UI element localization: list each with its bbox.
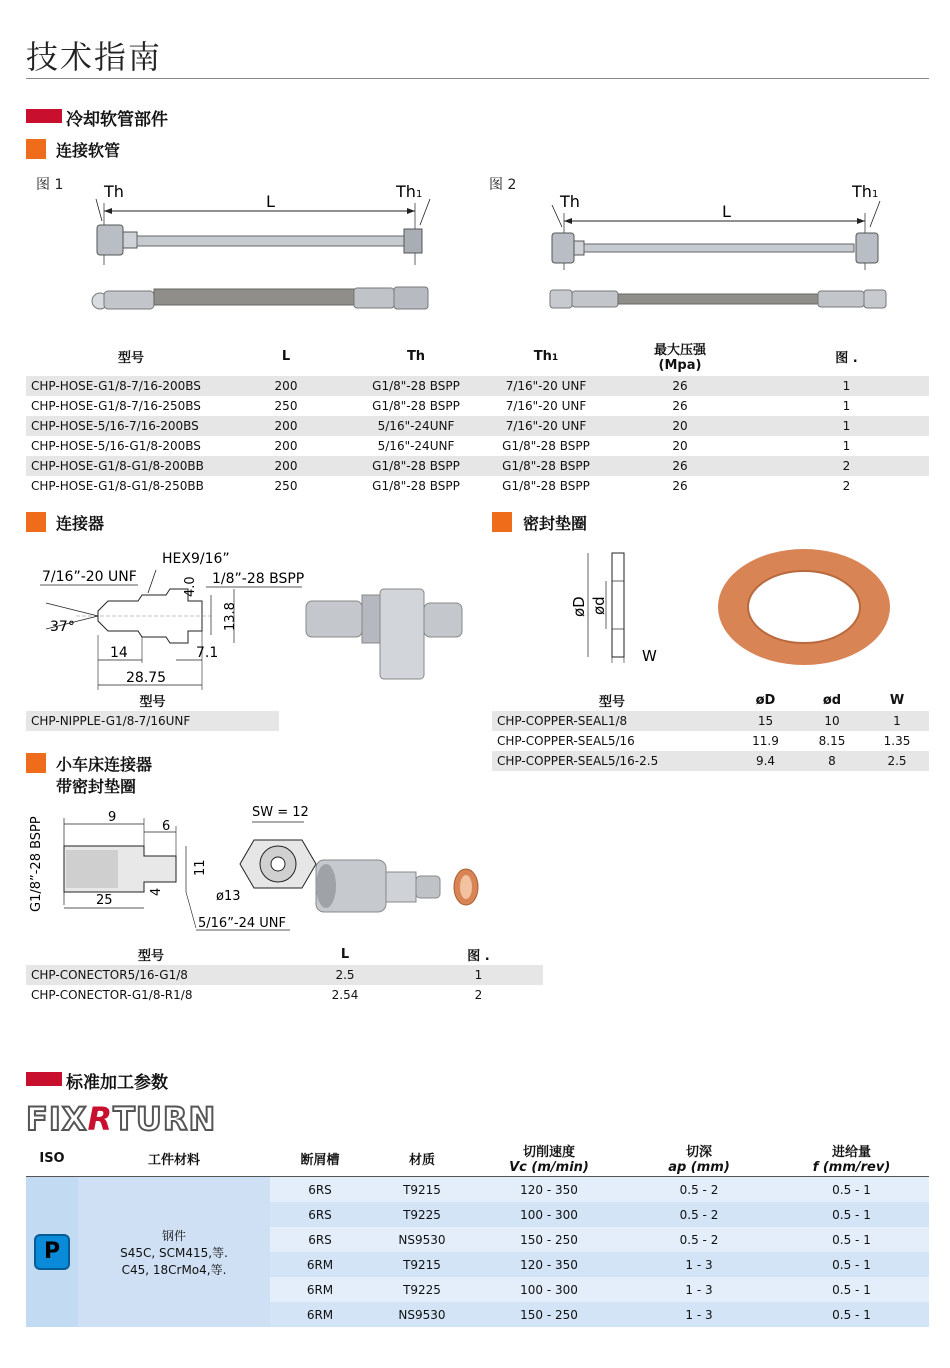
hose-cell: G1/8"-28 BSPP xyxy=(336,376,496,396)
params-cell: 150 - 250 xyxy=(474,1302,624,1327)
dim-25: 25 xyxy=(96,893,113,908)
params-cell: 0.5 - 2 xyxy=(624,1202,774,1227)
hose-cell: 7/16"-20 UNF xyxy=(496,416,596,436)
dim-l: L xyxy=(722,202,731,221)
hose-cell: G1/8"-28 BSPP xyxy=(336,456,496,476)
hose-cell: G1/8"-28 BSPP xyxy=(502,479,590,493)
params-header-vc-l1: 切削速度 xyxy=(522,1145,575,1160)
dim-13: ø13 xyxy=(216,889,241,904)
params-cell: 6RS xyxy=(270,1227,370,1252)
params-cell: 120 - 350 xyxy=(474,1252,624,1277)
lathe-cell: CHP-CONECTOR-G1/8-R1/8 xyxy=(31,988,193,1002)
hose-cell: G1/8"-28 BSPP xyxy=(502,439,590,453)
params-cell: T9225 xyxy=(370,1277,474,1302)
hose-cell: CHP-HOSE-5/16-7/16-200BS xyxy=(26,416,236,436)
hose-header-model: 型号 xyxy=(117,350,144,366)
hose-cell: G1/8"-28 BSPP xyxy=(372,479,460,493)
params-cell: T9215 xyxy=(370,1252,474,1277)
hose-cell: 1 xyxy=(842,439,851,453)
seal-header-w: W xyxy=(889,693,905,708)
hose-cell: 26 xyxy=(596,456,764,476)
dim-6: 6 xyxy=(162,819,171,834)
params-cell: 0.5 - 1 xyxy=(774,1302,929,1327)
dim-th1: Th xyxy=(852,182,872,201)
params-cell: 6RM xyxy=(270,1302,370,1327)
seal-header-od: øD xyxy=(755,693,776,708)
params-cell: 0.5 - 1 xyxy=(774,1202,929,1227)
hose-header-pressure-l1: 最大压强 xyxy=(653,343,706,358)
hose-cell: CHP-HOSE-G1/8-G1/8-250BB xyxy=(31,479,204,493)
table-row xyxy=(26,456,929,476)
table-row xyxy=(26,476,929,496)
params-cell: 100 - 300 xyxy=(474,1202,624,1227)
table-row xyxy=(26,985,543,1005)
brand-post: TURN xyxy=(113,1100,217,1138)
brand-mid: R xyxy=(87,1100,114,1138)
connector-header-model: 型号 xyxy=(139,695,166,710)
lathe-header-l: L xyxy=(340,947,350,962)
hose-cell: 5/16"-24UNF xyxy=(377,439,455,453)
seal-table xyxy=(492,690,929,771)
hose-cell: 200 xyxy=(236,376,336,396)
hose-cell: 1 xyxy=(842,399,851,413)
dim-id: ød xyxy=(590,596,608,615)
dim-11: 11 xyxy=(193,859,208,876)
section-title-params: 标准加工参数 xyxy=(66,1073,168,1093)
title-divider xyxy=(26,78,929,79)
table-row xyxy=(26,396,929,416)
dim-4-0: 4.0 xyxy=(183,576,198,597)
hose-cell: 200 xyxy=(274,439,298,453)
dim-bspp: 1/8”-28 BSPP xyxy=(212,571,305,587)
table-row xyxy=(26,436,929,456)
hose-header-pressure xyxy=(596,336,764,376)
hose-cell: 5/16"-24UNF xyxy=(336,416,496,436)
dim-sw: SW = 12 xyxy=(252,805,309,820)
hose-cell: 1 xyxy=(764,376,929,396)
params-cell: 0.5 - 1 xyxy=(774,1277,929,1302)
section-marker-red xyxy=(26,109,62,123)
dim-angle: 37° xyxy=(50,619,75,635)
params-header-f-l1: 进给量 xyxy=(831,1145,871,1160)
params-header-material: 工件材料 xyxy=(147,1152,200,1168)
section-title-connector: 连接器 xyxy=(56,514,105,533)
hose-header-th: Th xyxy=(406,348,426,364)
params-cell: 0.5 - 2 xyxy=(624,1177,774,1202)
table-row xyxy=(492,731,929,751)
params-cell: 0.5 - 1 xyxy=(774,1177,929,1202)
params-cell: 0.5 - 1 xyxy=(774,1252,929,1277)
hose-cell: 26 xyxy=(672,399,688,413)
params-header-ap xyxy=(624,1140,774,1176)
connector-drawing xyxy=(26,545,471,695)
params-header-iso: ISO xyxy=(39,1150,65,1166)
lathe-cell: 2.54 xyxy=(331,988,359,1002)
params-table xyxy=(26,1140,929,1327)
hose-cell: 7/16"-20 UNF xyxy=(505,399,587,413)
iso-cell xyxy=(26,1177,78,1327)
fig1-label: 图 1 xyxy=(36,177,64,193)
params-cell: 6RS xyxy=(270,1202,370,1227)
hose-cell: 20 xyxy=(672,439,688,453)
section-title-lathe-2: 带密封垫圈 xyxy=(56,777,137,796)
section-marker-orange xyxy=(26,753,46,773)
hose-cell: 20 xyxy=(596,416,764,436)
params-cell: 100 - 300 xyxy=(474,1277,624,1302)
params-cell: 6RS xyxy=(270,1177,370,1202)
dim-4: 4 xyxy=(149,887,164,896)
seal-cell: 8.15 xyxy=(818,734,846,748)
seal-cell: CHP-COPPER-SEAL1/8 xyxy=(492,711,732,731)
page-title: 技术指南 xyxy=(26,38,163,76)
connector-cell: CHP-NIPPLE-G1/8-7/16UNF xyxy=(26,711,279,731)
params-header-breaker: 断屑槽 xyxy=(300,1152,340,1168)
dim-th: Th xyxy=(560,192,580,211)
lathe-header-model: 型号 xyxy=(137,949,164,964)
hose-cell: 2 xyxy=(842,479,851,493)
seal-cell: 15 xyxy=(732,711,799,731)
params-cell: NS9530 xyxy=(370,1227,474,1252)
seal-drawing xyxy=(560,545,920,675)
dim-w: W xyxy=(642,647,657,665)
params-header-ap-l2: ap (mm) xyxy=(668,1160,730,1175)
hose-header-th1-sub: 1 xyxy=(551,352,559,363)
lathe-cell: 1 xyxy=(414,965,543,985)
params-header-ap-l1: 切深 xyxy=(685,1145,712,1160)
material-line-2: S45C, SCM415,等. xyxy=(120,1245,228,1260)
hose-cell: 2 xyxy=(764,456,929,476)
section-marker-orange xyxy=(492,512,512,532)
hose-fig2-drawing xyxy=(540,175,890,325)
dim-od: øD xyxy=(570,596,588,617)
section-marker-red xyxy=(26,1072,62,1086)
table-row xyxy=(26,965,543,985)
params-cell: T9215 xyxy=(370,1177,474,1202)
brand-pre: FIX xyxy=(26,1100,88,1138)
params-cell: 150 - 250 xyxy=(474,1227,624,1252)
seal-cell: 2.5 xyxy=(865,751,929,771)
params-header-grade: 材质 xyxy=(408,1152,435,1168)
params-cell: 6RM xyxy=(270,1277,370,1302)
params-cell: 1 - 3 xyxy=(624,1277,774,1302)
dim-9: 9 xyxy=(108,810,117,825)
seal-cell: 11.9 xyxy=(752,734,779,748)
hose-cell: 250 xyxy=(274,399,298,413)
hose-cell: 26 xyxy=(672,479,688,493)
lathe-drawing xyxy=(26,800,506,935)
table-row xyxy=(26,416,929,436)
lathe-cell: 2 xyxy=(474,988,483,1002)
dim-l: L xyxy=(266,192,275,211)
hose-cell: 1 xyxy=(764,416,929,436)
dim-7-1: 7.1 xyxy=(196,645,219,661)
dim-unf: 7/16”-20 UNF xyxy=(42,569,137,585)
material-cell xyxy=(78,1177,270,1327)
seal-header-model: 型号 xyxy=(598,695,625,710)
hose-fig1-drawing xyxy=(80,175,440,325)
dim-14: 14 xyxy=(110,645,128,661)
seal-cell: 1.35 xyxy=(883,734,911,748)
hose-cell: G1/8"-28 BSPP xyxy=(496,456,596,476)
table-row xyxy=(492,751,929,771)
lathe-header-fig: 图 . xyxy=(467,949,490,964)
params-cell: NS9530 xyxy=(370,1302,474,1327)
hose-header-th1-main: Th xyxy=(533,348,552,364)
lathe-cell: CHP-CONECTOR5/16-G1/8 xyxy=(26,965,276,985)
dim-13-8: 13.8 xyxy=(223,602,238,631)
hose-table xyxy=(26,336,929,496)
table-row xyxy=(26,711,279,731)
section-title-seal: 密封垫圈 xyxy=(523,514,588,533)
section-marker-orange xyxy=(26,512,46,532)
lathe-cell: 2.5 xyxy=(276,965,414,985)
hose-cell: CHP-HOSE-5/16-G1/8-200BS xyxy=(31,439,201,453)
section-title-cooling: 冷却软管部件 xyxy=(66,110,168,130)
seal-header-id: ød xyxy=(822,693,842,708)
params-cell: 6RM xyxy=(270,1252,370,1277)
hose-cell: G1/8"-28 BSPP xyxy=(372,399,460,413)
params-cell: T9225 xyxy=(370,1202,474,1227)
section-marker-orange xyxy=(26,139,46,159)
iso-p-badge: P xyxy=(34,1234,70,1270)
dim-th1-sub: 1 xyxy=(872,189,879,200)
table-row xyxy=(26,376,929,396)
hose-header-fig: 图 . xyxy=(835,350,858,366)
hose-cell: 26 xyxy=(596,376,764,396)
params-header-vc xyxy=(474,1140,624,1176)
dim-th1: Th xyxy=(396,182,416,201)
params-header-vc-l2: Vc (m/min) xyxy=(509,1160,589,1175)
seal-cell: 9.4 xyxy=(732,751,799,771)
material-line-1: 钢件 xyxy=(161,1228,186,1243)
params-header-f-l2: f (mm/rev) xyxy=(812,1160,891,1175)
hose-header-th1 xyxy=(496,336,596,376)
seal-cell: 8 xyxy=(799,751,865,771)
params-cell: 1 - 3 xyxy=(624,1302,774,1327)
dim-th1-sub: 1 xyxy=(416,189,423,200)
hose-header-l: L xyxy=(281,348,291,364)
hose-cell: CHP-HOSE-G1/8-7/16-200BS xyxy=(26,376,236,396)
fig2-label: 图 2 xyxy=(489,177,517,193)
params-cell: 1 - 3 xyxy=(624,1252,774,1277)
dim-hex: HEX9/16” xyxy=(162,551,230,567)
seal-cell: CHP-COPPER-SEAL5/16-2.5 xyxy=(492,751,732,771)
dim-28-75: 28.75 xyxy=(126,670,167,686)
dim-bspp: G1/8”-28 BSPP xyxy=(29,816,44,912)
material-line-3: C45, 18CrMo4,等. xyxy=(121,1262,227,1277)
table-row xyxy=(26,1177,929,1202)
section-title-hose: 连接软管 xyxy=(56,141,121,160)
seal-cell: 10 xyxy=(799,711,865,731)
params-cell: 120 - 350 xyxy=(474,1177,624,1202)
hose-cell: 200 xyxy=(236,416,336,436)
hose-header-pressure-l2: (Mpa) xyxy=(658,358,702,373)
lathe-table xyxy=(26,944,543,1005)
table-row xyxy=(492,711,929,731)
dim-unf: 5/16”-24 UNF xyxy=(198,916,287,931)
seal-cell: CHP-COPPER-SEAL5/16 xyxy=(497,734,635,748)
hose-cell: CHP-HOSE-G1/8-7/16-250BS xyxy=(31,399,201,413)
params-header-f xyxy=(774,1140,929,1176)
params-cell: 0.5 - 1 xyxy=(774,1227,929,1252)
seal-cell: 1 xyxy=(865,711,929,731)
connector-table xyxy=(26,690,279,731)
section-title-lathe-1: 小车床连接器 xyxy=(56,755,153,774)
params-cell: 0.5 - 2 xyxy=(624,1227,774,1252)
hose-cell: CHP-HOSE-G1/8-G1/8-200BB xyxy=(26,456,236,476)
hose-cell: 250 xyxy=(274,479,298,493)
dim-th: Th xyxy=(104,182,124,201)
brand-logo xyxy=(26,1100,216,1138)
hose-cell: 7/16"-20 UNF xyxy=(496,376,596,396)
hose-cell: 200 xyxy=(236,456,336,476)
